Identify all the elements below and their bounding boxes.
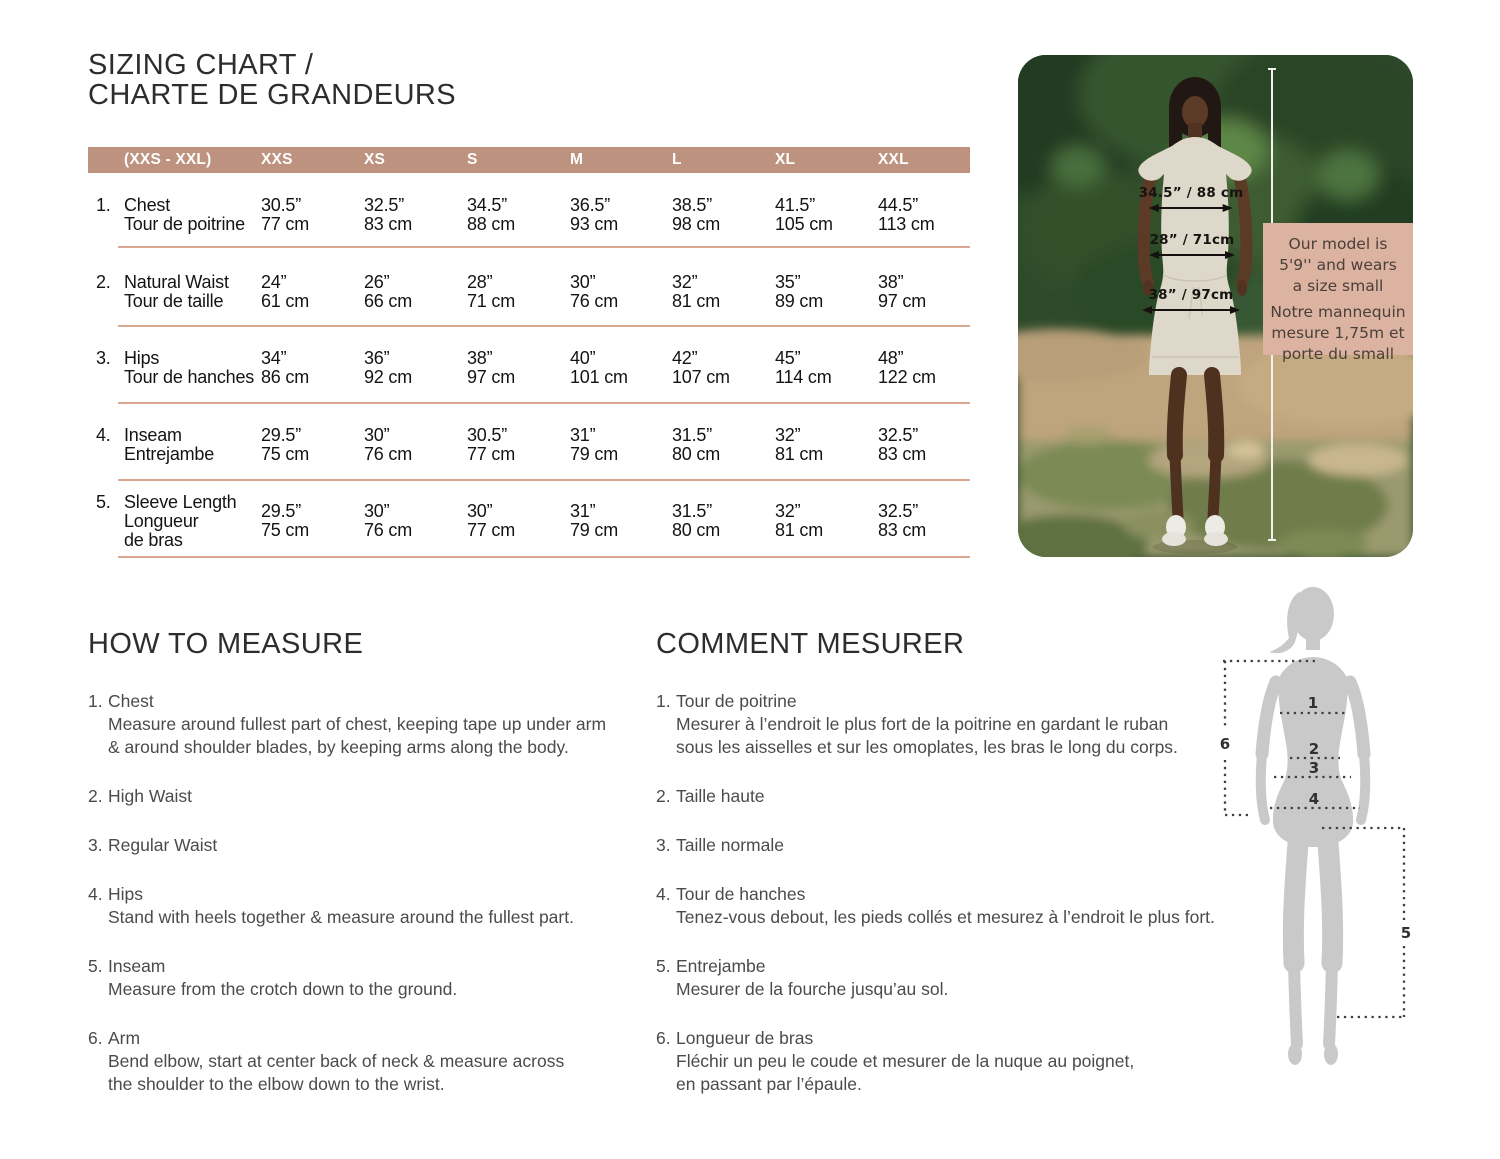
value-cm: 107 cm	[672, 367, 730, 387]
measure-item-en	[88, 834, 673, 857]
measure-item-title: Tour de poitrine	[676, 691, 797, 711]
row-number: 1.	[96, 195, 111, 215]
row-label	[124, 196, 245, 234]
measure-item-fr	[656, 1027, 1256, 1096]
size-value-cell	[570, 349, 628, 387]
comment-mesurer-list	[656, 690, 1256, 1122]
row-label-line: de bras	[124, 530, 183, 550]
value-cm: 79 cm	[570, 444, 619, 464]
value-cm: 114 cm	[775, 367, 832, 387]
size-value-cell	[775, 502, 823, 540]
value-inches: 44.5”	[878, 195, 919, 215]
value-inches: 26”	[364, 272, 390, 292]
size-value-cell	[261, 349, 309, 387]
row-label	[124, 349, 254, 387]
how-to-measure-heading: HOW TO MEASURE	[88, 628, 364, 660]
value-inches: 38”	[467, 348, 493, 368]
measure-item-description-line: & around shoulder blades, by keeping arms along the body.	[108, 737, 569, 757]
size-value-cell	[570, 426, 618, 464]
size-value-cell	[672, 349, 730, 387]
value-cm: 77 cm	[467, 520, 516, 540]
measure-item-description-line: Fléchir un peu le coude et mesurer de la nuque au poignet,	[676, 1051, 1135, 1071]
value-inches: 31”	[570, 425, 596, 445]
silhouette-measure-number: 4	[1308, 790, 1320, 808]
size-table-header	[88, 147, 970, 173]
comment-mesurer-heading: COMMENT MESURER	[656, 628, 965, 660]
row-divider	[118, 325, 970, 327]
measure-item-number: 2.	[88, 786, 103, 806]
measure-item-title: Entrejambe	[676, 956, 766, 976]
value-inches: 32”	[672, 272, 698, 292]
measure-item-description-line: Tenez-vous debout, les pieds collés et mesurez à l’endroit le plus fort.	[676, 907, 1215, 927]
size-value-cell	[672, 196, 720, 234]
size-table	[88, 147, 970, 567]
row-label-line: Tour de poitrine	[124, 214, 245, 234]
measure-item-title: Arm	[108, 1028, 141, 1048]
size-column-header: XXL	[878, 151, 909, 168]
row-label-line: Tour de hanches	[124, 367, 255, 387]
silhouette-measure-number: 6	[1219, 735, 1231, 753]
measure-item-fr	[656, 834, 1256, 857]
value-inches: 30”	[364, 425, 390, 445]
row-label-line: Entrejambe	[124, 444, 215, 464]
measure-item-number: 1.	[656, 691, 671, 711]
value-cm: 122 cm	[878, 367, 936, 387]
value-cm: 97 cm	[467, 367, 516, 387]
row-number: 2.	[96, 272, 111, 292]
measure-item-description-line: Mesurer de la fourche jusqu’au sol.	[676, 979, 949, 999]
size-value-cell	[364, 273, 412, 311]
row-label	[124, 426, 214, 464]
measure-item-title: Longueur de bras	[676, 1028, 814, 1048]
size-value-cell	[878, 273, 926, 311]
size-value-cell	[467, 273, 515, 311]
measure-item-fr	[656, 785, 1256, 808]
value-inches: 31.5”	[672, 501, 713, 521]
value-inches: 28”	[467, 272, 493, 292]
value-cm: 113 cm	[878, 214, 935, 234]
value-inches: 40”	[570, 348, 596, 368]
value-cm: 86 cm	[261, 367, 310, 387]
size-value-cell	[672, 273, 720, 311]
measure-item-description-line: Measure around fullest part of chest, keeping tape up under arm	[108, 714, 607, 734]
model-info-line-fr: porte du small	[1281, 345, 1395, 363]
size-value-cell	[570, 196, 618, 234]
measure-item-number: 4.	[656, 884, 671, 904]
model-info-line-fr: mesure 1,75m et	[1271, 324, 1405, 342]
size-value-cell	[775, 273, 823, 311]
measure-item-number: 6.	[656, 1028, 671, 1048]
size-value-cell	[878, 502, 926, 540]
measurement-annotation	[1149, 232, 1235, 260]
size-column-header: XXS	[261, 151, 293, 168]
measure-item-title: Regular Waist	[108, 835, 218, 855]
size-value-cell	[467, 426, 515, 464]
row-label-line: Sleeve Length	[124, 492, 237, 512]
measure-item-description-line: sous les aisselles et sur les omoplates, les bras le long du corps.	[676, 737, 1178, 757]
measure-item-description-line: en passant par l’épaule.	[676, 1074, 862, 1094]
size-value-cell	[775, 349, 832, 387]
size-value-cell	[364, 349, 412, 387]
value-inches: 30”	[467, 501, 493, 521]
value-cm: 76 cm	[364, 520, 413, 540]
measure-item-title: Chest	[108, 691, 154, 711]
size-column-header: S	[467, 151, 478, 168]
size-value-cell	[878, 196, 935, 234]
value-cm: 80 cm	[672, 444, 721, 464]
size-value-cell	[775, 196, 833, 234]
value-cm: 75 cm	[261, 444, 310, 464]
value-inches: 45”	[775, 348, 801, 368]
value-cm: 76 cm	[570, 291, 619, 311]
value-cm: 76 cm	[364, 444, 413, 464]
size-value-cell	[261, 273, 309, 311]
measure-item-title: Taille normale	[676, 835, 784, 855]
value-cm: 81 cm	[775, 520, 824, 540]
value-cm: 101 cm	[570, 367, 628, 387]
measure-item-title: Tour de hanches	[676, 884, 806, 904]
value-cm: 83 cm	[878, 520, 927, 540]
silhouette-measure-number: 5	[1400, 924, 1412, 942]
size-value-cell	[364, 426, 412, 464]
measure-item-fr	[656, 690, 1256, 759]
value-inches: 30”	[570, 272, 596, 292]
silhouette-measure-number: 2	[1308, 740, 1320, 758]
value-cm: 83 cm	[364, 214, 413, 234]
measure-item-number: 5.	[88, 956, 103, 976]
measurement-annotation	[1139, 185, 1244, 213]
row-divider	[118, 479, 970, 481]
value-cm: 81 cm	[672, 291, 721, 311]
size-value-cell	[775, 426, 823, 464]
value-cm: 92 cm	[364, 367, 413, 387]
measure-item-number: 2.	[656, 786, 671, 806]
measure-item-en	[88, 955, 673, 1001]
double-arrow-icon	[1149, 250, 1235, 260]
size-value-cell	[261, 196, 309, 234]
measure-item-title: Inseam	[108, 956, 166, 976]
size-column-header: XL	[775, 151, 796, 168]
measure-item-fr	[656, 955, 1256, 1001]
row-label-line: Natural Waist	[124, 272, 229, 292]
size-value-cell	[672, 502, 720, 540]
row-label-line: Inseam	[124, 425, 182, 445]
measure-item-number: 3.	[88, 835, 103, 855]
value-inches: 38.5”	[672, 195, 713, 215]
measure-item-en	[88, 690, 673, 759]
measure-item-en	[88, 1027, 673, 1096]
value-cm: 80 cm	[672, 520, 721, 540]
size-value-cell	[570, 502, 618, 540]
value-inches: 30.5”	[261, 195, 302, 215]
value-cm: 66 cm	[364, 291, 413, 311]
measure-item-fr	[656, 883, 1256, 929]
measurement-annotation-label: 28” / 71cm	[1149, 232, 1235, 248]
model-info-line-en: a size small	[1292, 277, 1384, 295]
size-value-cell	[878, 349, 936, 387]
model-photo	[1018, 55, 1413, 557]
value-cm: 89 cm	[775, 291, 824, 311]
measurement-silhouette-diagram	[1215, 578, 1465, 1123]
value-inches: 29.5”	[261, 425, 302, 445]
value-cm: 81 cm	[775, 444, 824, 464]
body-silhouette	[1215, 578, 1465, 1123]
row-divider	[118, 556, 970, 558]
size-value-cell	[878, 426, 926, 464]
row-number: 3.	[96, 348, 111, 368]
row-number: 5.	[96, 492, 111, 512]
value-cm: 77 cm	[261, 214, 310, 234]
size-column-header: XS	[364, 151, 386, 168]
size-value-cell	[467, 196, 515, 234]
value-inches: 30”	[364, 501, 390, 521]
row-divider	[118, 402, 970, 404]
value-inches: 32.5”	[878, 501, 919, 521]
value-inches: 29.5”	[261, 501, 302, 521]
size-value-cell	[467, 349, 515, 387]
measurement-annotation-label: 34.5” / 88 cm	[1138, 185, 1244, 201]
measure-item-description-line: Bend elbow, start at center back of neck & measure across	[108, 1051, 565, 1071]
measurement-annotation-label: 38” / 97cm	[1148, 287, 1234, 303]
value-cm: 98 cm	[672, 214, 721, 234]
size-column-header: L	[672, 151, 682, 168]
size-value-cell	[261, 426, 309, 464]
row-label-line: Hips	[124, 348, 160, 368]
measure-item-title: High Waist	[108, 786, 192, 806]
measure-item-number: 3.	[656, 835, 671, 855]
page-title	[88, 50, 456, 110]
row-label-line: Longueur	[124, 511, 199, 531]
value-inches: 31.5”	[672, 425, 713, 445]
value-cm: 75 cm	[261, 520, 310, 540]
silhouette-measure-number: 1	[1307, 694, 1319, 712]
page-title-line2: CHARTE DE GRANDEURS	[88, 79, 457, 111]
value-inches: 36”	[364, 348, 390, 368]
value-cm: 77 cm	[467, 444, 516, 464]
row-divider	[118, 246, 970, 248]
value-inches: 34”	[261, 348, 287, 368]
measure-item-en	[88, 785, 673, 808]
silhouette-measure-number: 3	[1308, 759, 1320, 777]
measure-item-description-line: Stand with heels together & measure around the fullest part.	[108, 907, 574, 927]
model-info-line-en: Our model is	[1288, 235, 1388, 253]
measure-item-number: 5.	[656, 956, 671, 976]
size-value-cell	[261, 502, 309, 540]
measure-item-title: Hips	[108, 884, 144, 904]
size-value-cell	[364, 196, 412, 234]
measurement-annotation	[1142, 287, 1240, 315]
value-inches: 41.5”	[775, 195, 816, 215]
value-inches: 35”	[775, 272, 801, 292]
double-arrow-icon	[1149, 203, 1233, 213]
measure-item-description-line: the shoulder to the elbow down to the wrist.	[108, 1074, 445, 1094]
measure-item-number: 6.	[88, 1028, 103, 1048]
value-inches: 32”	[775, 501, 801, 521]
measure-item-number: 4.	[88, 884, 103, 904]
measure-item-description-line: Mesurer à l’endroit le plus fort de la poitrine en gardant le ruban	[676, 714, 1169, 734]
model-info-line-fr: Notre mannequin	[1270, 303, 1406, 321]
size-value-cell	[570, 273, 618, 311]
value-inches: 32.5”	[878, 425, 919, 445]
value-inches: 32”	[775, 425, 801, 445]
how-to-measure-list	[88, 690, 673, 1122]
size-column-header: M	[570, 151, 584, 168]
page-title-line1: SIZING CHART /	[88, 49, 314, 81]
value-inches: 32.5”	[364, 195, 405, 215]
value-cm: 79 cm	[570, 520, 619, 540]
value-inches: 42”	[672, 348, 698, 368]
row-label-line: Tour de taille	[124, 291, 224, 311]
value-inches: 24”	[261, 272, 287, 292]
size-value-cell	[467, 502, 515, 540]
size-range-label: (XXS - XXL)	[124, 151, 212, 168]
measure-item-title: Taille haute	[676, 786, 765, 806]
value-cm: 97 cm	[878, 291, 927, 311]
value-inches: 31”	[570, 501, 596, 521]
row-number: 4.	[96, 425, 111, 445]
row-label	[124, 493, 237, 550]
value-cm: 93 cm	[570, 214, 619, 234]
size-value-cell	[672, 426, 720, 464]
value-inches: 34.5”	[467, 195, 508, 215]
value-inches: 38”	[878, 272, 904, 292]
value-inches: 30.5”	[467, 425, 508, 445]
size-value-cell	[364, 502, 412, 540]
value-cm: 71 cm	[467, 291, 516, 311]
value-cm: 105 cm	[775, 214, 833, 234]
value-inches: 48”	[878, 348, 904, 368]
value-inches: 36.5”	[570, 195, 611, 215]
row-label-line: Chest	[124, 195, 171, 215]
measure-item-description-line: Measure from the crotch down to the ground.	[108, 979, 458, 999]
model-info-line-en: 5'9'' and wears	[1279, 256, 1397, 274]
value-cm: 83 cm	[878, 444, 927, 464]
model-info-box	[1263, 223, 1413, 363]
value-cm: 88 cm	[467, 214, 516, 234]
double-arrow-icon	[1142, 305, 1240, 315]
value-cm: 61 cm	[261, 291, 310, 311]
measure-item-number: 1.	[88, 691, 103, 711]
measure-item-en	[88, 883, 673, 929]
row-label	[124, 273, 229, 311]
